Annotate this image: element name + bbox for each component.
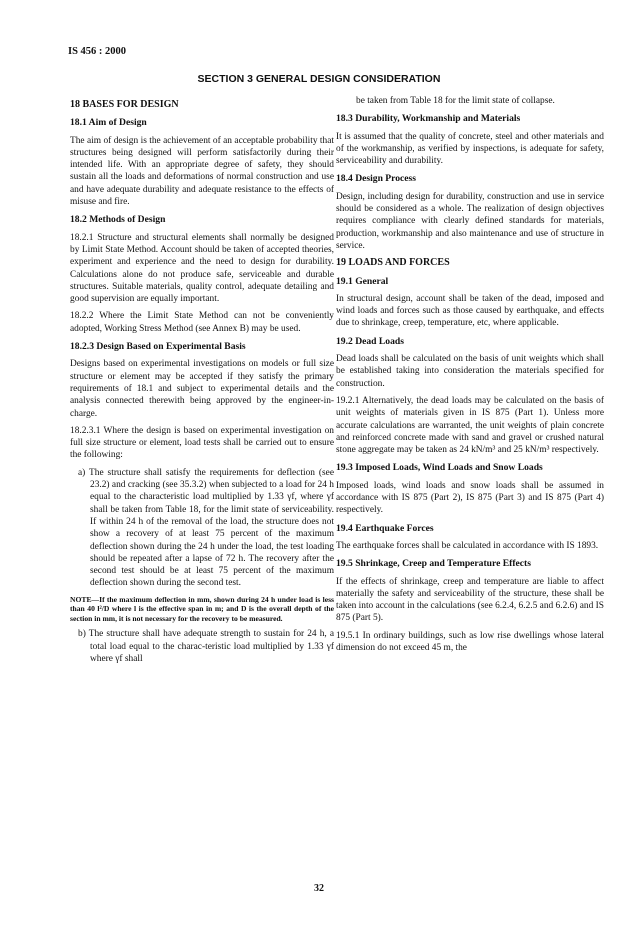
paragraph-19-3: Imposed loads, wind loads and snow loads shall be assumed in accordance with IS 875 (Part 2), IS 875 (Part 3) and IS 875 (Part 4) respectively. xyxy=(336,480,604,516)
heading-18-2: 18.2 Methods of Design xyxy=(70,214,166,226)
heading-18-2-3: 18.2.3 Design Based on Experimental Basis xyxy=(70,341,246,353)
paragraph-19-4: The earthquake forces shall be calculated in accordance with IS 1893. xyxy=(336,540,599,551)
right-column xyxy=(336,95,604,659)
paragraph-18-2-3-1: 18.2.3.1 Where the design is based on experimental investigation on full size structure or element, load tests shall be carried out to ensure the following: xyxy=(70,425,334,461)
heading-19-2: 19.2 Dead Loads xyxy=(336,335,404,347)
paragraph-19-2-1: 19.2.1 Alternatively, the dead loads may be calculated on the basis of unit weights of materials given in IS 875 (Part 1). Unless more accurate calculations are warranted, the unit weights of plain concrete and reinforced concrete made with sand and gravel or crushed natural stone aggregate may be taken as 24 kN/m³ and 25 kN/m³ respectively. xyxy=(336,395,604,456)
paragraph-18-3: It is assumed that the quality of concrete, steel and other materials and of the workmanship, as verified by inspections, is adequate for safety, serviceability and durability. xyxy=(336,131,604,167)
page-number: 32 xyxy=(314,883,324,894)
standard-header: IS 456 : 2000 xyxy=(68,46,127,57)
heading-19-1: 19.1 General xyxy=(336,275,389,287)
heading-19-5: 19.5 Shrinkage, Creep and Temperature Effects xyxy=(336,558,531,570)
paragraph-19-5: If the effects of shrinkage, creep and temperature are liable to affect materially the safety and serviceability of the structure, these shall be taken into account in the calculations (see 6.2.4, 6.2.5 and 6.2.6) and IS 875 (Part 5). xyxy=(336,576,604,624)
paragraph-19-2: Dead loads shall be calculated on the basis of unit weights which shall be established taking into consideration the materials specified for construction. xyxy=(336,354,604,389)
note: NOTE—If the maximum deflection in mm, shown during 24 h under load is less than 40 l²/D where l is the effective span in m; and D is the overall depth of the section in mm, it is not necessary for the recovery to be measured. xyxy=(70,594,334,623)
left-column xyxy=(70,95,334,670)
heading-19-4: 19.4 Earthquake Forces xyxy=(336,522,434,534)
heading-19-3: 19.3 Imposed Loads, Wind Loads and Snow Loads xyxy=(336,462,543,474)
list-item-a: a) The structure shall satisfy the requirements for deflection (see 23.2) and cracking (see 35.3.2) when subjected to a load for 24 h equal to the characteristic load multiplied by 1.33 γf, where γf shall be taken from Table 18, for the limit state of serviceability. If within 24 h of the removal of the load, the structure does not show a recovery of at least 75 percent of the maximum deflection shown during the 24 h under the load, the test loading should be repeated after a lapse of 72 h. The recovery after the second test should be at least 75 percent of the maximum deflection shown during the second test. xyxy=(78,467,334,589)
paragraph-19-5-1: 19.5.1 In ordinary buildings, such as low rise dwellings whose lateral dimension do not exceed 45 m, the xyxy=(336,630,604,653)
heading-18-4: 18.4 Design Process xyxy=(336,173,417,185)
paragraph-18-2-1: 18.2.1 Structure and structural elements shall normally be designed by Limit State Method. Account should be taken of accepted theories, experiment and experience and the need to design for durability. Calculations alone do not produce safe, serviceable and durable structures. Suitable materials, quality control, adequate detailing and good supervision are equally important. xyxy=(70,232,334,305)
paragraph-18-2-2: 18.2.2 Where the Limit State Method can not be conveniently adopted, Working Stress Method (see Annex B) may be used. xyxy=(70,311,334,334)
paragraph-18-1: The aim of design is the achievement of an acceptable probability that structures being designed will perform satisfactorily during their intended life. With an appropriate degree of safety, they should sustain all the loads and deformations of normal construction and use and have adequate durability and adequate resistance to the effects of misuse and fire. xyxy=(70,135,334,208)
paragraph-19-1: In structural design, account shall be taken of the dead, imposed and wind loads and forces such as those caused by earthquake, and effects due to shrinkage, creep, temperature, etc, where applicable. xyxy=(336,293,604,329)
paragraph-18-4: Design, including design for durability, construction and use in service should be considered as a whole. The realization of design objectives requires compliance with clearly defined standards for materials, production, workmanship and also maintenance and use of structure in service. xyxy=(336,191,604,251)
heading-19: 19 LOADS AND FORCES xyxy=(336,257,450,269)
paragraph-18-2-3: Designs based on experimental investigations on models or full size structure or element may be accepted if they satisfy the primary requirements of 18.1 and subject to experimental details and the analysis connected therewith being approved by the engineer-in-charge. xyxy=(70,359,334,419)
heading-18: 18 BASES FOR DESIGN xyxy=(70,99,179,110)
heading-18-3: 18.3 Durability, Workmanship and Materials xyxy=(336,113,521,125)
heading-18-1: 18.1 Aim of Design xyxy=(70,117,147,129)
section-title: SECTION 3 GENERAL DESIGN CONSIDERATION xyxy=(197,73,441,85)
list-item-b: b) The structure shall have adequate strength to sustain for 24 h, a total load equal to the charac-teristic load multiplied by 1.33 γf where γf shall xyxy=(78,629,334,665)
continuation-text: be taken from Table 18 for the limit state of collapse. xyxy=(356,96,555,106)
